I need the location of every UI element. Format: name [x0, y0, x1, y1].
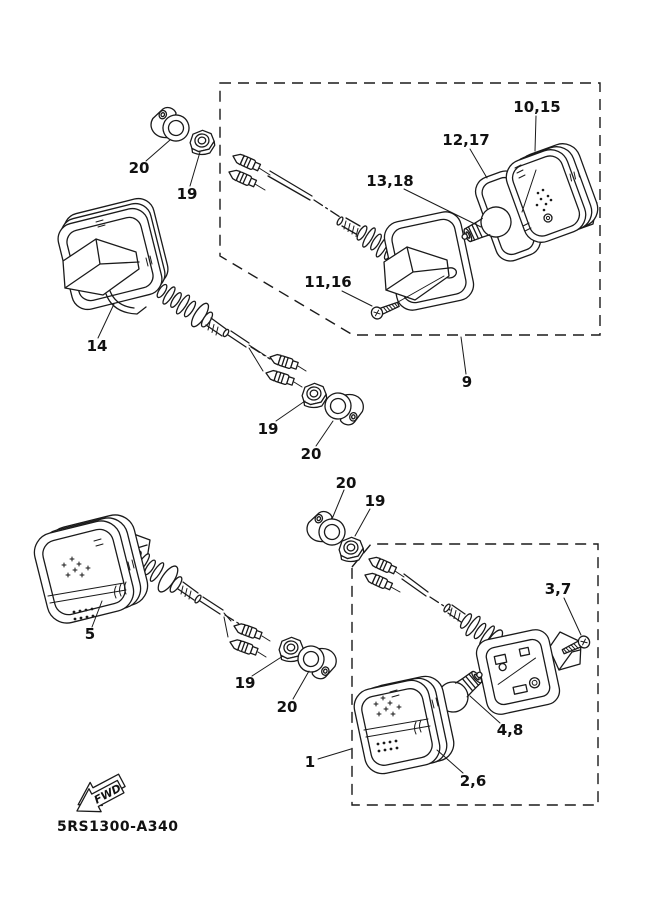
part-label-3-7: 3,7: [544, 580, 572, 598]
part-label-19-top: 19: [176, 185, 198, 203]
part-label-4-8: 4,8: [496, 721, 524, 739]
assembly-lower-left-5: [30, 511, 270, 657]
part-label-19-mid: 19: [257, 420, 279, 438]
part-label-5: 5: [84, 625, 96, 643]
screw-top-box: [370, 299, 401, 321]
part-label-20-top: 20: [128, 159, 150, 177]
part-label-9: 9: [461, 373, 473, 391]
nut-top: [189, 129, 216, 156]
part-label-19-bottom: 19: [234, 674, 256, 692]
assembly-left-14: [55, 195, 306, 387]
fwd-arrow: [68, 769, 130, 822]
part-label-12-17: 12,17: [442, 131, 490, 149]
drawing-code: 5RS1300-A340: [57, 819, 179, 835]
part-label-20-bottom: 20: [276, 698, 298, 716]
lens-bottom-box: [351, 673, 457, 777]
part-label-11-16: 11,16: [304, 273, 352, 291]
part-label-1: 1: [304, 753, 316, 771]
part-label-2-6: 2,6: [459, 772, 487, 790]
part-label-13-18: 13,18: [366, 172, 414, 190]
grommet-top: [148, 103, 194, 145]
part-label-20-mid: 20: [300, 445, 322, 463]
part-label-10-15: 10,15: [513, 98, 561, 116]
nut-mid: [301, 382, 328, 409]
part-label-20-lower-mid: 20: [335, 474, 357, 492]
part-label-14: 14: [86, 337, 108, 355]
grommet-mid: [322, 390, 365, 427]
fwd-arrow-label: FWD: [91, 781, 124, 807]
part-label-19-lower-mid: 19: [364, 492, 386, 510]
